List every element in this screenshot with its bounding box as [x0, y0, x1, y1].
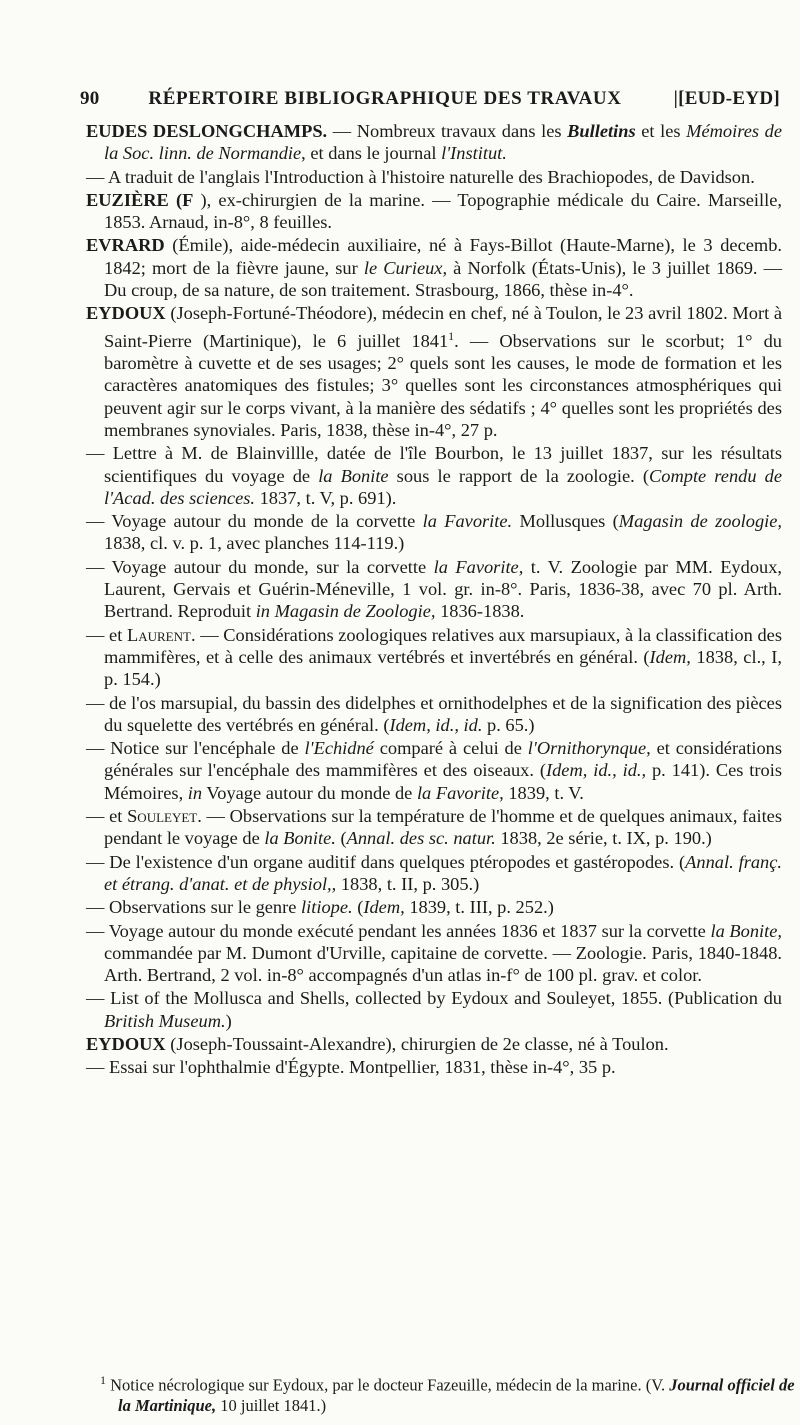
list-item: — Notice sur l'encéphale de l'Echidné comparé à celui de l'Ornithorynque, et considérations générales sur l'encéphale des mammifères et des oiseaux. (Idem, id., id., p. 141). Ces trois Mémoires, in Voyage autour du monde de la Favorite, 1839, t. V. — [86, 738, 782, 803]
entry-name: EVRARD — [86, 235, 165, 256]
entry-eydoux-jta: EYDOUX (Joseph-Toussaint-Alexandre), chirurgien de 2e classe, né à Toulon. — [86, 1034, 669, 1054]
entry-euziere: EUZIÈRE (F ), ex-chirurgien de la marine. — Topographie médicale du Caire. Marseille, 1853. Arnaud, in-8°, 8 feuilles. — [86, 189, 782, 233]
list-item: — de l'os marsupial, du bassin des didelphes et ornithodelphes et de la signification des pièces du squelette des vertébrés en général. (Idem, id., id. p. 65.) — [86, 692, 782, 735]
list-item: — Lettre à M. de Blainvillle, datée de l'île Bourbon, le 13 juillet 1837, sur les résultats scientifiques du voyage de la Bonite sous le rapport de la zoologie. (Compte rendu de l'Acad. des sciences. 1837, t. V, p. 691). — [86, 443, 782, 508]
list-item: — Voyage autour du monde exécuté pendant les années 1836 et 1837 sur la corvette la Bonite, commandée par M. Dumont d'Urville, capitaine de corvette. — Zoologie. Paris, 1840-1848. Arth. Bertrand, 2 vol. in-8° accompagnés d'un atlas in-f° de 100 pl. grav. et color. — [86, 920, 782, 986]
page-number: 90 — [80, 88, 100, 109]
entry-name: EUZIÈRE (F — [86, 189, 194, 210]
list-item: — Voyage autour du monde de la corvette la Favorite. Mollusques (Magasin de zoologie, 1838, cl. v. p. 1, avec planches 114-119.) — [86, 511, 783, 554]
header-title: RÉPERTOIRE BIBLIOGRAPHIQUE DES TRAVAUX — [148, 88, 622, 109]
entry-eudes: EUDES DESLONGCHAMPS. — Nombreux travaux dans les Bulletins et les Mémoires de la Soc. linn. de Normandie, et dans le journal l'Institut. — [86, 121, 782, 164]
entries-body — [86, 120, 782, 1080]
header-range: |[EUD-EYD] — [673, 88, 780, 109]
list-item: — et Souleyet. — Observations sur la température de l'homme et de quelques animaux, faites pendant le voyage de la Bonite. (Annal. des sc. natur. 1838, 2e série, t. IX, p. 190.) — [86, 806, 782, 849]
entry-evrard: EVRARD (Émile), aide-médecin auxiliaire, né à Fays-Billot (Haute-Marne), le 3 decemb. 1842; mort de la fièvre jaune, sur le Curieux, à Norfolk (États-Unis), le 3 juillet 1869. — Du croup, de sa nature, de son traitement. Strasbourg, 1866, thèse in-4°. — [86, 235, 782, 301]
list-item: — List of the Mollusca and Shells, collected by Eydoux and Souleyet, 1855. (Publication du British Museum.) — [86, 988, 782, 1031]
running-header — [80, 88, 780, 110]
list-item: — Observations sur le genre litiope. (Idem, 1839, t. III, p. 252.) — [86, 897, 554, 918]
footnote-reference: 1 — [448, 328, 455, 343]
entry-name: EYDOUX — [86, 303, 166, 324]
entry-name: EUDES DESLONGCHAMPS. — [86, 121, 328, 141]
list-item: — Voyage autour du monde, sur la corvette la Favorite, t. V. Zoologie par MM. Eydoux, Laurent, Gervais et Guérin-Méneville, 1 vol. gr. in-8°. Paris, 1836-38, avec 70 pl. Arth. Bertrand. Reproduit in Magasin de Zoologie, 1836-1838. — [86, 556, 783, 622]
list-item: — De l'existence d'un organe auditif dans quelques ptéropodes et gastéropodes. (Annal. franç. et étrang. d'anat. et de physiol,, 1838, t. II, p. 305.) — [86, 851, 783, 894]
footnote: $^1$ Notice nécrologique sur Eydoux, par le docteur Fazeuille, médecin de la marine. (V. Journal officiel de la Martinique, 10 juillet 1841.) — [100, 1373, 795, 1415]
entry-eydoux-jft: EYDOUX (Joseph-Fortuné-Théodore), médecin en chef, né à Toulon, le 23 avril 1802. Mort à Saint-Pierre (Martinique), le 6 juillet 1841$^1$. — Observations sur le scorbut; 1° du baromètre à cuvette et de ses usages; 2° quels sont les causes, le mode de formation et les caractères anatomiques des fistules; 3° quelles sont les circonstances atmosphériques qui peuvent agir sur le corps vivant, à la manière des sédatifs ; 4° quelles sont les propriétés des membranes synoviales. Paris, 1838, thèse in-4°, 27 p. — [86, 303, 782, 440]
list-item: — Essai sur l'ophthalmie d'Égypte. Montpellier, 1831, thèse in-4°, 35 p. — [86, 1057, 616, 1078]
list-item: — et Laurent. — Considérations zoologiques relatives aux marsupiaux, à la classification des mammifères, et à celle des animaux vertébrés et invertébrés en général. (Idem, 1838, cl., I, p. 154.) — [86, 624, 782, 690]
entry-name: EYDOUX — [86, 1034, 166, 1054]
footnote-mark: 1 — [100, 1373, 106, 1387]
entry-eudes-cont: — A traduit de l'anglais l'Introduction à l'histoire naturelle des Brachiopodes, de Davidson. — [86, 166, 755, 187]
